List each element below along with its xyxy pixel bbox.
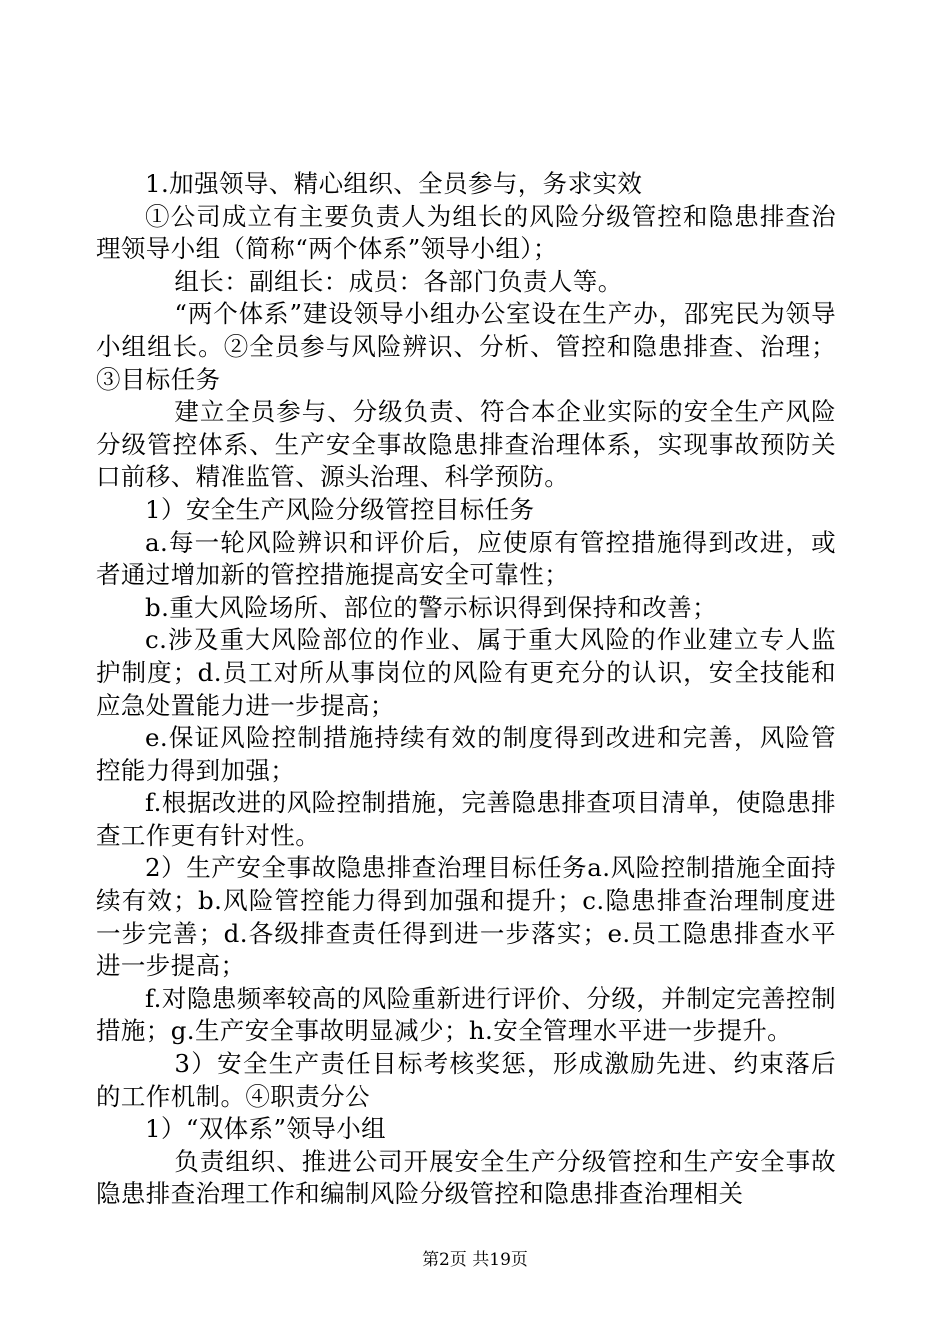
paragraph: b.重大风险场所、部位的警示标识得到保持和改善；: [145, 592, 718, 622]
paragraph: 3）安全生产责任目标考核奖惩，形成激励先进、约束落后的工作机制。④职责分公: [96, 1049, 836, 1111]
page-number-footer: 第2页 共19页: [422, 1250, 528, 1270]
paragraph: c.涉及重大风险部位的作业、属于重大风险的作业建立专人监护制度；d.员工对所从事岗位的风险有更充分的认识，安全技能和应急处置能力进一步提高；: [96, 625, 836, 720]
paragraph: a.每一轮风险辨识和评价后，应使原有管控措施得到改进，或者通过增加新的管控措施提高安全可靠性；: [96, 527, 836, 590]
paragraph: 1）“双体系”领导小组: [145, 1114, 387, 1144]
paragraph: 建立全员参与、分级负责、符合本企业实际的安全生产风险分级管控体系、生产安全事故隐患排查治理体系，实现事故预防关口前移、精准监管、源头治理、科学预防。: [96, 397, 836, 492]
paragraph: f.根据改进的风险控制措施，完善隐患排查项目清单，使隐患排查工作更有针对性。: [96, 788, 836, 850]
paragraph: e.保证风险控制措施持续有效的制度得到改进和完善，风险管控能力得到加强；: [96, 723, 836, 785]
paragraph: ①公司成立有主要负责人为组长的风险分级管控和隐患排查治理领导小组（简称“两个体系”领导小组）；: [96, 201, 836, 264]
paragraph: 2）生产安全事故隐患排查治理目标任务a.风险控制措施全面持续有效；b.风险管控能力得到加强和提升；c.隐患排查治理制度进一步完善；d.各级排查责任得到进一步落实；e.员工隐患排查水平进一步提高；: [96, 853, 836, 981]
paragraph: 1）安全生产风险分级管控目标任务: [145, 494, 535, 524]
paragraph: “两个体系”建设领导小组办公室设在生产办，邵宪民为领导小组组长。②全员参与风险辨识、分析、管控和隐患排查、治理；③目标任务: [96, 299, 836, 394]
paragraph: 负责组织、推进公司开展安全生产分级管控和生产安全事故隐患排查治理工作和编制风险分级管控和隐患排查治理相关: [96, 1146, 836, 1209]
paragraph-heading: 1.加强领导、精心组织、全员参与，务求实效: [145, 169, 643, 198]
paragraph: f.对隐患频率较高的风险重新进行评价、分级，并制定完善控制措施；g.生产安全事故明显减少；h.安全管理水平进一步提升。: [96, 983, 836, 1046]
paragraph: 组长：副组长：成员：各部门负责人等。: [174, 266, 623, 296]
document-body: [96, 168, 836, 1211]
